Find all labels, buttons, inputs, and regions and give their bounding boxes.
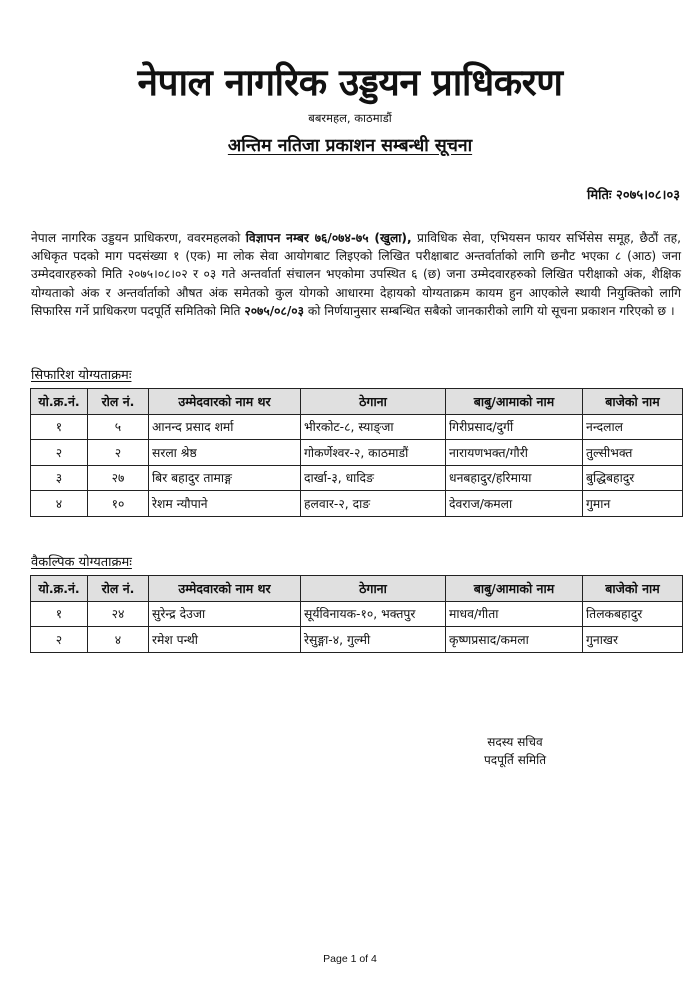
cell-roll: २४ xyxy=(88,601,149,627)
cell-serial: ४ xyxy=(31,491,88,517)
cell-address: रेसुङ्गा-४, गुल्मी xyxy=(301,627,446,653)
cell-grandfather: तिलकबहादुर xyxy=(583,601,683,627)
cell-serial: २ xyxy=(31,627,88,653)
table-header-row xyxy=(31,576,683,602)
cell-name: रमेश पन्थी xyxy=(149,627,301,653)
col-address: ठेगाना xyxy=(301,389,446,415)
cell-serial: १ xyxy=(31,414,88,440)
cell-parents: गिरीप्रसाद/दुर्गी xyxy=(446,414,583,440)
advertisement-number: विज्ञापन नम्बर ७६/०७४-७५ (खुला), xyxy=(245,231,412,245)
table-row xyxy=(31,465,683,491)
body-part-2: प्राविधिक सेवा, एभियसन फायर सर्भिसेस समूह, छैठौं तह, अधिकृत पदको माग पदसंख्या १ (एक) मा लोक सेवा आयोगबाट लिइएको लिखित परीक्षाबाट अन्तर्वार्ताको लागि छनौट भएका ८ (आठ) जना उम्मेदवारहरुको मिति २०७५।०८।०२ र ०३ गते अन्तर्वार्ता संचालन भएकोमा उपस्थित ६ (छ) जना उम्मेदवारहरुको लिखित परीक्षाको अंक, शैक्षिक योग्यताको अंक र अन्तर्वार्ताको औषत अंक समेतको कुल योगको आधारमा देहायको योग्यताक्रम कायम हुन आएकोले स्थायी नियुक्तिको लागि सिफारिस गर्ने प्राधिकरण पदपूर्ति समितिको मिति xyxy=(31,231,681,318)
cell-parents: धनबहादुर/हरिमाया xyxy=(446,465,583,491)
organization-name: नेपाल नागरिक उड्डयन प्राधिकरण xyxy=(137,61,563,104)
cell-grandfather: नन्दलाल xyxy=(583,414,683,440)
cell-address: सूर्यविनायक-१०, भक्तपुर xyxy=(301,601,446,627)
body-part-3: को निर्णयानुसार सम्बन्धित सबैको जानकारीको लागि यो सूचना प्रकाशन गरिएको छ । xyxy=(303,303,675,318)
cell-parents: कृष्णप्रसाद/कमला xyxy=(446,627,583,653)
col-parents-name: बाबु/आमाको नाम xyxy=(446,389,583,415)
cell-roll: १० xyxy=(88,491,149,517)
cell-address: गोकर्णेश्वर-२, काठमाडौं xyxy=(301,440,446,466)
cell-grandfather: बुद्धिबहादुर xyxy=(583,465,683,491)
col-candidate-name: उम्मेदवारको नाम थर xyxy=(149,389,301,415)
alternate-table xyxy=(30,575,683,653)
decision-date: २०७५/०८/०३ xyxy=(244,303,304,318)
cell-serial: ३ xyxy=(31,465,88,491)
cell-grandfather: तुल्सीभक्त xyxy=(583,440,683,466)
recommended-table xyxy=(30,388,683,517)
cell-parents: माधव/गीता xyxy=(446,601,583,627)
col-candidate-name: उम्मेदवारको नाम थर xyxy=(149,576,301,602)
col-parents-name: बाबु/आमाको नाम xyxy=(446,576,583,602)
cell-name: बिर बहादुर तामाङ्ग xyxy=(149,465,301,491)
col-serial-number: यो.क्र.नं. xyxy=(31,576,88,602)
cell-name: आनन्द प्रसाद शर्मा xyxy=(149,414,301,440)
col-grandfather-name: बाजेको नाम xyxy=(583,389,683,415)
cell-address: भीरकोट-८, स्याङ्जा xyxy=(301,414,446,440)
cell-grandfather: गुमान xyxy=(583,491,683,517)
cell-roll: ४ xyxy=(88,627,149,653)
cell-parents: देवराज/कमला xyxy=(446,491,583,517)
signatory-title: सदस्य सचिव xyxy=(487,735,543,749)
col-serial-number: यो.क्र.नं. xyxy=(31,389,88,415)
cell-serial: १ xyxy=(31,601,88,627)
page-number: Page 1 of 4 xyxy=(323,953,377,965)
notice-date: मितिः २०७५।०८।०३ xyxy=(586,188,680,203)
notice-title-text: अन्तिम नतिजा प्रकाशन सम्बन्धी सूचना xyxy=(227,136,473,156)
col-roll-number: रोल नं. xyxy=(88,389,149,415)
cell-roll: ५ xyxy=(88,414,149,440)
cell-name: सुरेन्द्र देउजा xyxy=(149,601,301,627)
notice-body xyxy=(31,229,681,320)
cell-roll: २ xyxy=(88,440,149,466)
col-roll-number: रोल नं. xyxy=(88,576,149,602)
signatory-committee: पदपूर्ति समिति xyxy=(483,753,547,767)
col-grandfather-name: बाजेको नाम xyxy=(583,576,683,602)
cell-address: हलवार-२, दाङ xyxy=(301,491,446,517)
alternate-section-label: वैकल्पिक योग्यताक्रमः xyxy=(31,555,132,570)
signature-block xyxy=(455,733,575,769)
cell-serial: २ xyxy=(31,440,88,466)
cell-address: दार्खा-३, धादिङ xyxy=(301,465,446,491)
notice-title xyxy=(0,133,700,159)
organization-address: बबरमहल, काठमाडौं xyxy=(308,111,392,125)
table-row xyxy=(31,491,683,517)
recommended-section-label: सिफारिश योग्यताक्रमः xyxy=(31,368,132,383)
table-row xyxy=(31,440,683,466)
table-row xyxy=(31,627,683,653)
cell-parents: नारायणभक्त/गौरी xyxy=(446,440,583,466)
cell-roll: २७ xyxy=(88,465,149,491)
col-address: ठेगाना xyxy=(301,576,446,602)
table-row xyxy=(31,601,683,627)
cell-name: सरला श्रेष्ठ xyxy=(149,440,301,466)
cell-name: रेशम न्यौपाने xyxy=(149,491,301,517)
table-header-row xyxy=(31,389,683,415)
body-part-1: नेपाल नागरिक उड्डयन प्राधिकरण, ववरमहलको xyxy=(31,231,246,245)
table-row xyxy=(31,414,683,440)
cell-grandfather: गुनाखर xyxy=(583,627,683,653)
